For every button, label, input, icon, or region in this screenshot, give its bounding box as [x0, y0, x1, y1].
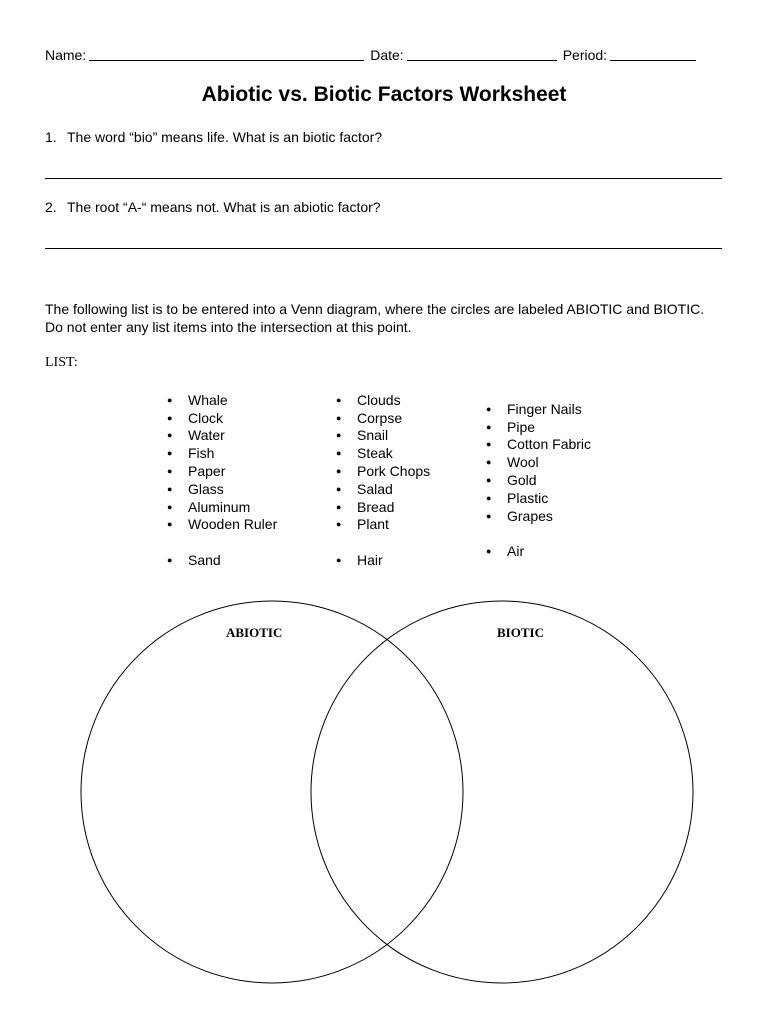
list-item: ● Finger Nails	[486, 400, 582, 417]
list-item: ● Clock	[167, 409, 224, 426]
page-title: Abiotic vs. Biotic Factors Worksheet	[201, 83, 567, 106]
list-item: ● Fish	[167, 445, 215, 462]
list-item: ● Cotton Fabric	[486, 436, 592, 453]
bullet-icon: ●	[486, 457, 492, 468]
list-item: ● Salad	[336, 480, 393, 497]
list-item: ● Water	[167, 427, 225, 444]
bullet-icon: ●	[336, 466, 342, 477]
period-label: Period:	[562, 47, 608, 63]
bullet-icon: ●	[336, 501, 342, 512]
bullet-icon: ●	[486, 545, 492, 556]
bullet-icon: ●	[486, 439, 492, 450]
list-item: ● Corpse	[336, 409, 403, 426]
list-item: ● Pipe	[486, 418, 536, 435]
question-text: The root “A-“ means not. What is an abiotic factor?	[67, 199, 381, 215]
bullet-icon: ●	[167, 554, 173, 565]
list-item: ● Air	[486, 542, 525, 559]
list-item: ● Plastic	[486, 489, 549, 506]
list-item: ● Pork Chops	[336, 463, 431, 480]
list-item: ● Snail	[336, 427, 389, 444]
list-item: ● Aluminum	[167, 498, 251, 515]
list-item: ● Plant	[336, 516, 389, 533]
list-item: ● Wooden Ruler	[167, 516, 278, 533]
list-item: ● Paper	[167, 463, 226, 480]
bullet-icon: ●	[167, 394, 173, 405]
list-item: ● Sand	[167, 551, 221, 568]
bullet-icon: ●	[336, 519, 342, 530]
list-item: ● Clouds	[336, 391, 401, 408]
biotic-label: BIOTIC	[497, 625, 544, 640]
bullet-icon: ●	[486, 421, 492, 432]
list-item: ● Bread	[336, 498, 395, 515]
list-item: ● Whale	[167, 391, 228, 408]
bullet-icon: ●	[167, 483, 173, 494]
bullet-icon: ●	[486, 403, 492, 414]
question-text: The word “bio” means life. What is an biotic factor?	[67, 129, 383, 145]
bullet-icon: ●	[336, 483, 342, 494]
bullet-icon: ●	[167, 412, 173, 423]
question-number: 2.	[45, 199, 57, 215]
list-item: ● Steak	[336, 445, 393, 462]
list-item: ● Grapes	[486, 507, 553, 524]
bullet-icon: ●	[167, 430, 173, 441]
list-item: ● Gold	[486, 472, 537, 489]
bullet-icon: ●	[336, 394, 342, 405]
bullet-icon: ●	[167, 466, 173, 477]
biotic-circle[interactable]	[311, 601, 693, 983]
abiotic-circle[interactable]	[81, 601, 463, 983]
date-label: Date:	[370, 47, 404, 63]
instructions: The following list is to be entered into a Venn diagram, where the circles are labeled ABIOTIC and BIOTIC. Do not enter any list items into the intersection at this point.	[45, 301, 705, 335]
bullet-icon: ●	[167, 519, 173, 530]
name-label: Name:	[45, 47, 87, 63]
bullet-icon: ●	[486, 492, 492, 503]
bullet-icon: ●	[486, 510, 492, 521]
list-item: ● Glass	[167, 480, 224, 497]
abiotic-label: ABIOTIC	[226, 625, 283, 640]
bullet-icon: ●	[336, 430, 342, 441]
bullet-icon: ●	[336, 412, 342, 423]
bullet-icon: ●	[167, 448, 173, 459]
bullet-icon: ●	[167, 501, 173, 512]
bullet-icon: ●	[486, 475, 492, 486]
list-item: ● Hair	[336, 551, 383, 568]
list-label: LIST:	[45, 355, 78, 370]
bullet-icon: ●	[336, 554, 342, 565]
question-number: 1.	[45, 129, 57, 145]
list-item: ● Wool	[486, 454, 539, 471]
bullet-icon: ●	[336, 448, 342, 459]
